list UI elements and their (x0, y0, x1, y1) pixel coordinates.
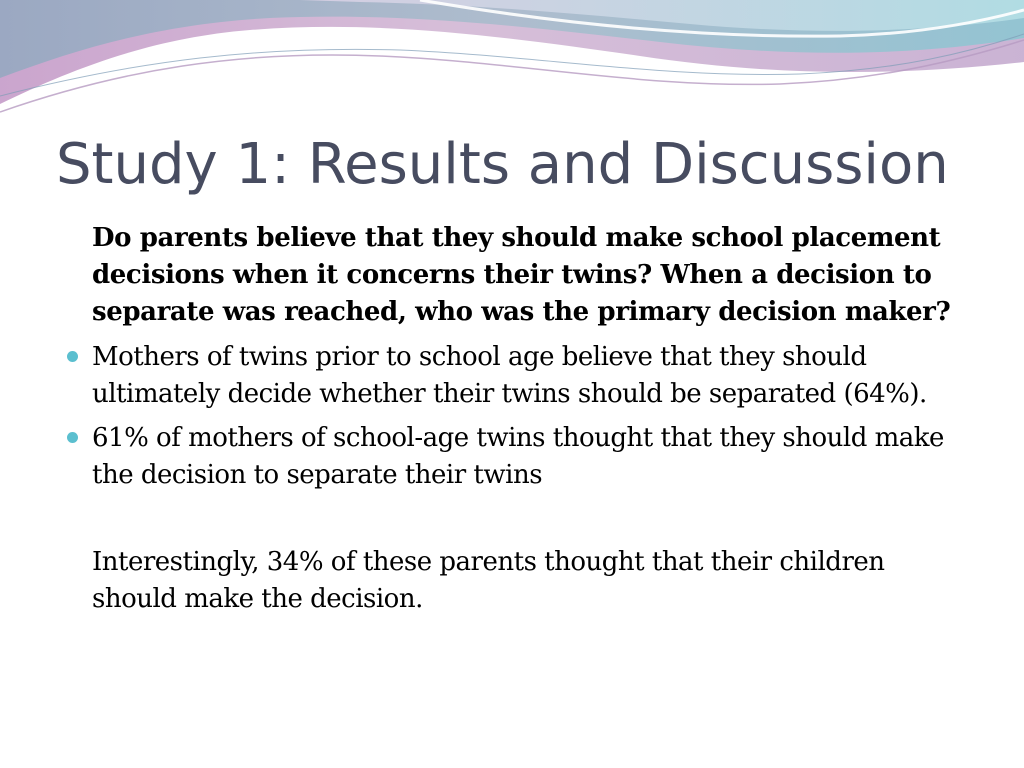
slide-title: Study 1: Results and Discussion (56, 132, 949, 197)
results-list (92, 339, 972, 494)
research-question: Do parents believe that they should make school placement decisions when it concerns their twins? When a decision to separate was reached, who was the primary decision maker? (92, 223, 951, 327)
bullet-dot-icon (67, 351, 78, 362)
bullet-dot-icon (67, 432, 78, 443)
bullet-text: 61% of mothers of school-age twins thought that they should make the decision to separate their twins (92, 423, 944, 490)
discussion-note: Interestingly, 34% of these parents thought that their children should make the decision. (92, 547, 885, 614)
header-wave-decoration (0, 0, 1024, 120)
list-item (92, 339, 972, 413)
slide-body (92, 220, 972, 618)
list-item (92, 420, 972, 494)
bullet-text: Mothers of twins prior to school age believe that they should ultimately decide whether their twins should be separated (64%). (92, 342, 927, 409)
